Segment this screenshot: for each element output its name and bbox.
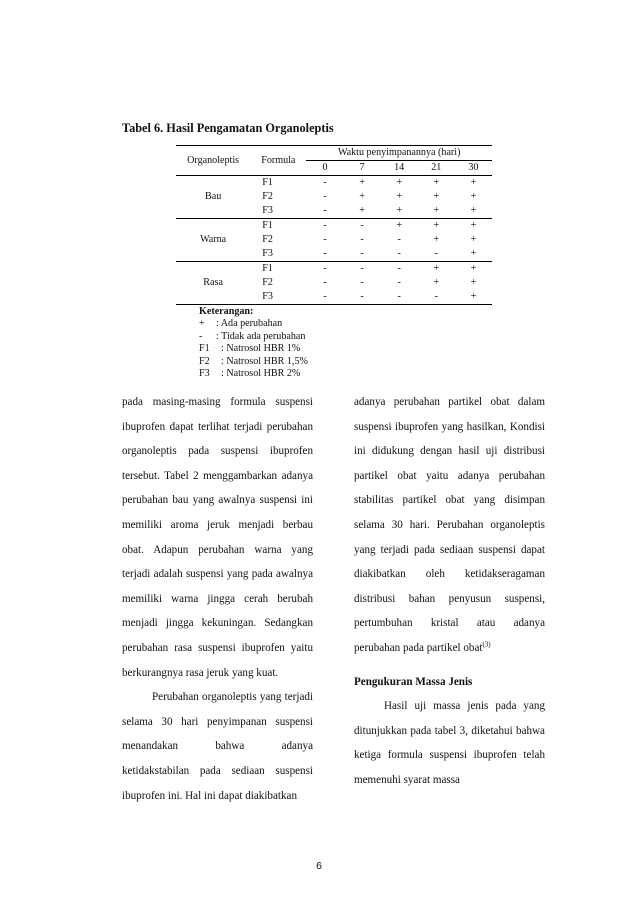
- legend-text: : Tidak ada perubahan: [216, 330, 306, 342]
- legend-text: : Natrosol HBR 1,5%: [221, 355, 308, 367]
- formula-cell: F3: [250, 204, 306, 219]
- left-paragraph-2: Perubahan organoleptis yang terjadi selama 30 hari penyimpanan suspensi menandakan bahwa adanya ketidakstabilan pada sediaan suspensi ibuprofen ini. Hal ini dapat diakibatkan: [122, 691, 313, 802]
- result-cell: -: [323, 263, 327, 274]
- organoleptic-parameter: Rasa: [176, 262, 250, 305]
- citation-ref: (3): [482, 640, 491, 649]
- table-row: [176, 219, 492, 234]
- result-cell: -: [306, 204, 343, 219]
- legend-item: [199, 368, 308, 380]
- result-cell: -: [323, 177, 327, 188]
- result-cell: -: [323, 277, 327, 288]
- result-cell: +: [470, 234, 477, 245]
- left-paragraph-1: pada masing-masing formula suspensi ibuprofen dapat terlihat terjadi perubahan organoleptis pada suspensi ibuprofen tersebut. Tabel 2 menggambarkan adanya perubahan bau yang awalnya suspensi ini memiliki aroma jeruk menjadi berbau obat. Adapun perubahan warna yang terjadi adalah suspensi yang pada awalnya memiliki warna jingga cerah berubah menjadi jingga kekuningan. Sedangkan perubahan rasa suspensi ibuprofen yaitu berkurangnya rasa jeruk yang kuat.: [122, 396, 313, 679]
- formula-cell: F2: [262, 277, 273, 288]
- header-day: 30: [455, 161, 492, 176]
- legend-symbol: F1: [199, 343, 210, 355]
- header-day: 21: [418, 161, 455, 176]
- right-column: [354, 390, 545, 793]
- result-cell: +: [418, 204, 455, 219]
- formula-cell: F1: [262, 177, 273, 188]
- result-cell: +: [433, 277, 440, 288]
- header-formula: Formula: [250, 146, 306, 176]
- table-row: [176, 176, 492, 191]
- legend-item: [199, 356, 308, 368]
- result-cell: +: [433, 177, 440, 188]
- result-cell: -: [323, 234, 327, 245]
- formula-cell: F2: [262, 191, 273, 202]
- organoleptic-table: [176, 145, 492, 305]
- right-paragraph-1: [354, 390, 545, 661]
- result-cell: -: [397, 263, 401, 274]
- result-cell: +: [455, 247, 492, 262]
- legend-title: Keterangan:: [199, 306, 254, 317]
- formula-cell: F3: [250, 290, 306, 305]
- legend-symbol: F3: [199, 368, 210, 380]
- result-cell: +: [470, 263, 477, 274]
- header-organoleptis: Organoleptis: [176, 146, 250, 176]
- formula-cell: F1: [262, 263, 273, 274]
- right-paragraph-2: Hasil uji massa jenis pada yang ditunjukkan pada tabel 3, diketahui bahwa ketiga formula suspensi ibuprofen telah memenuhi syarat massa: [354, 700, 545, 786]
- result-cell: -: [397, 277, 401, 288]
- header-waktu: Waktu penyimpanannya (hari): [306, 146, 492, 161]
- result-cell: +: [470, 220, 477, 231]
- legend-symbol: +: [199, 318, 205, 330]
- result-cell: +: [470, 277, 477, 288]
- legend-item: [199, 331, 308, 343]
- legend-symbol: F2: [199, 355, 210, 367]
- result-cell: +: [433, 234, 440, 245]
- header-day: 14: [381, 161, 418, 176]
- result-cell: -: [397, 234, 401, 245]
- organoleptic-parameter: Bau: [176, 176, 250, 219]
- result-cell: -: [381, 290, 418, 305]
- result-cell: +: [455, 290, 492, 305]
- legend-text: : Ada perubahan: [216, 318, 283, 330]
- result-cell: +: [455, 204, 492, 219]
- right-paragraph-1-text: adanya perubahan partikel obat dalam suspensi ibuprofen yang hasilkan, Kondisi ini didukung dengan hasil uji distribusi partikel obat yaitu adanya perubahan stabilitas partikel obat yang disimpan selama 30 hari. Perubahan organoleptis yang terjadi pada sediaan suspensi dapat diakibatkan oleh ketidakseragaman distribusi bahan penyusun suspensi, pertumbuhan kristal atau adanya perubahan pada partikel obat: [354, 396, 545, 654]
- result-cell: +: [359, 191, 365, 202]
- legend-keterangan: [199, 306, 308, 380]
- formula-cell: F1: [262, 220, 273, 231]
- result-cell: +: [470, 191, 477, 202]
- result-cell: +: [344, 204, 381, 219]
- formula-cell: F3: [250, 247, 306, 262]
- result-cell: -: [360, 234, 364, 245]
- result-cell: -: [360, 220, 364, 231]
- header-day: 0: [306, 161, 343, 176]
- result-cell: -: [323, 191, 327, 202]
- result-cell: +: [433, 263, 440, 274]
- header-day: 7: [344, 161, 381, 176]
- formula-cell: F2: [262, 234, 273, 245]
- result-cell: -: [360, 277, 364, 288]
- result-cell: -: [360, 263, 364, 274]
- result-cell: -: [344, 247, 381, 262]
- section-heading: Pengukuran Massa Jenis: [354, 675, 473, 688]
- result-cell: +: [359, 177, 365, 188]
- result-cell: +: [433, 220, 440, 231]
- legend-item: [199, 343, 308, 355]
- organoleptic-parameter: Warna: [176, 219, 250, 262]
- result-cell: +: [396, 177, 403, 188]
- result-cell: +: [396, 220, 403, 231]
- legend-item: [199, 318, 308, 330]
- legend-text: : Natrosol HBR 1%: [221, 343, 301, 355]
- result-cell: +: [381, 204, 418, 219]
- result-cell: -: [323, 220, 327, 231]
- result-cell: +: [396, 191, 403, 202]
- result-cell: +: [470, 177, 477, 188]
- result-cell: -: [306, 247, 343, 262]
- left-column: [122, 390, 313, 808]
- legend-symbol: -: [199, 330, 203, 342]
- legend-text: : Natrosol HBR 2%: [221, 368, 301, 380]
- result-cell: -: [418, 290, 455, 305]
- result-cell: -: [418, 247, 455, 262]
- page-number: 6: [316, 860, 322, 872]
- result-cell: -: [306, 290, 343, 305]
- table-row: [176, 262, 492, 277]
- table-caption: Tabel 6. Hasil Pengamatan Organoleptis: [122, 121, 334, 135]
- result-cell: +: [433, 191, 440, 202]
- result-cell: -: [381, 247, 418, 262]
- result-cell: -: [344, 290, 381, 305]
